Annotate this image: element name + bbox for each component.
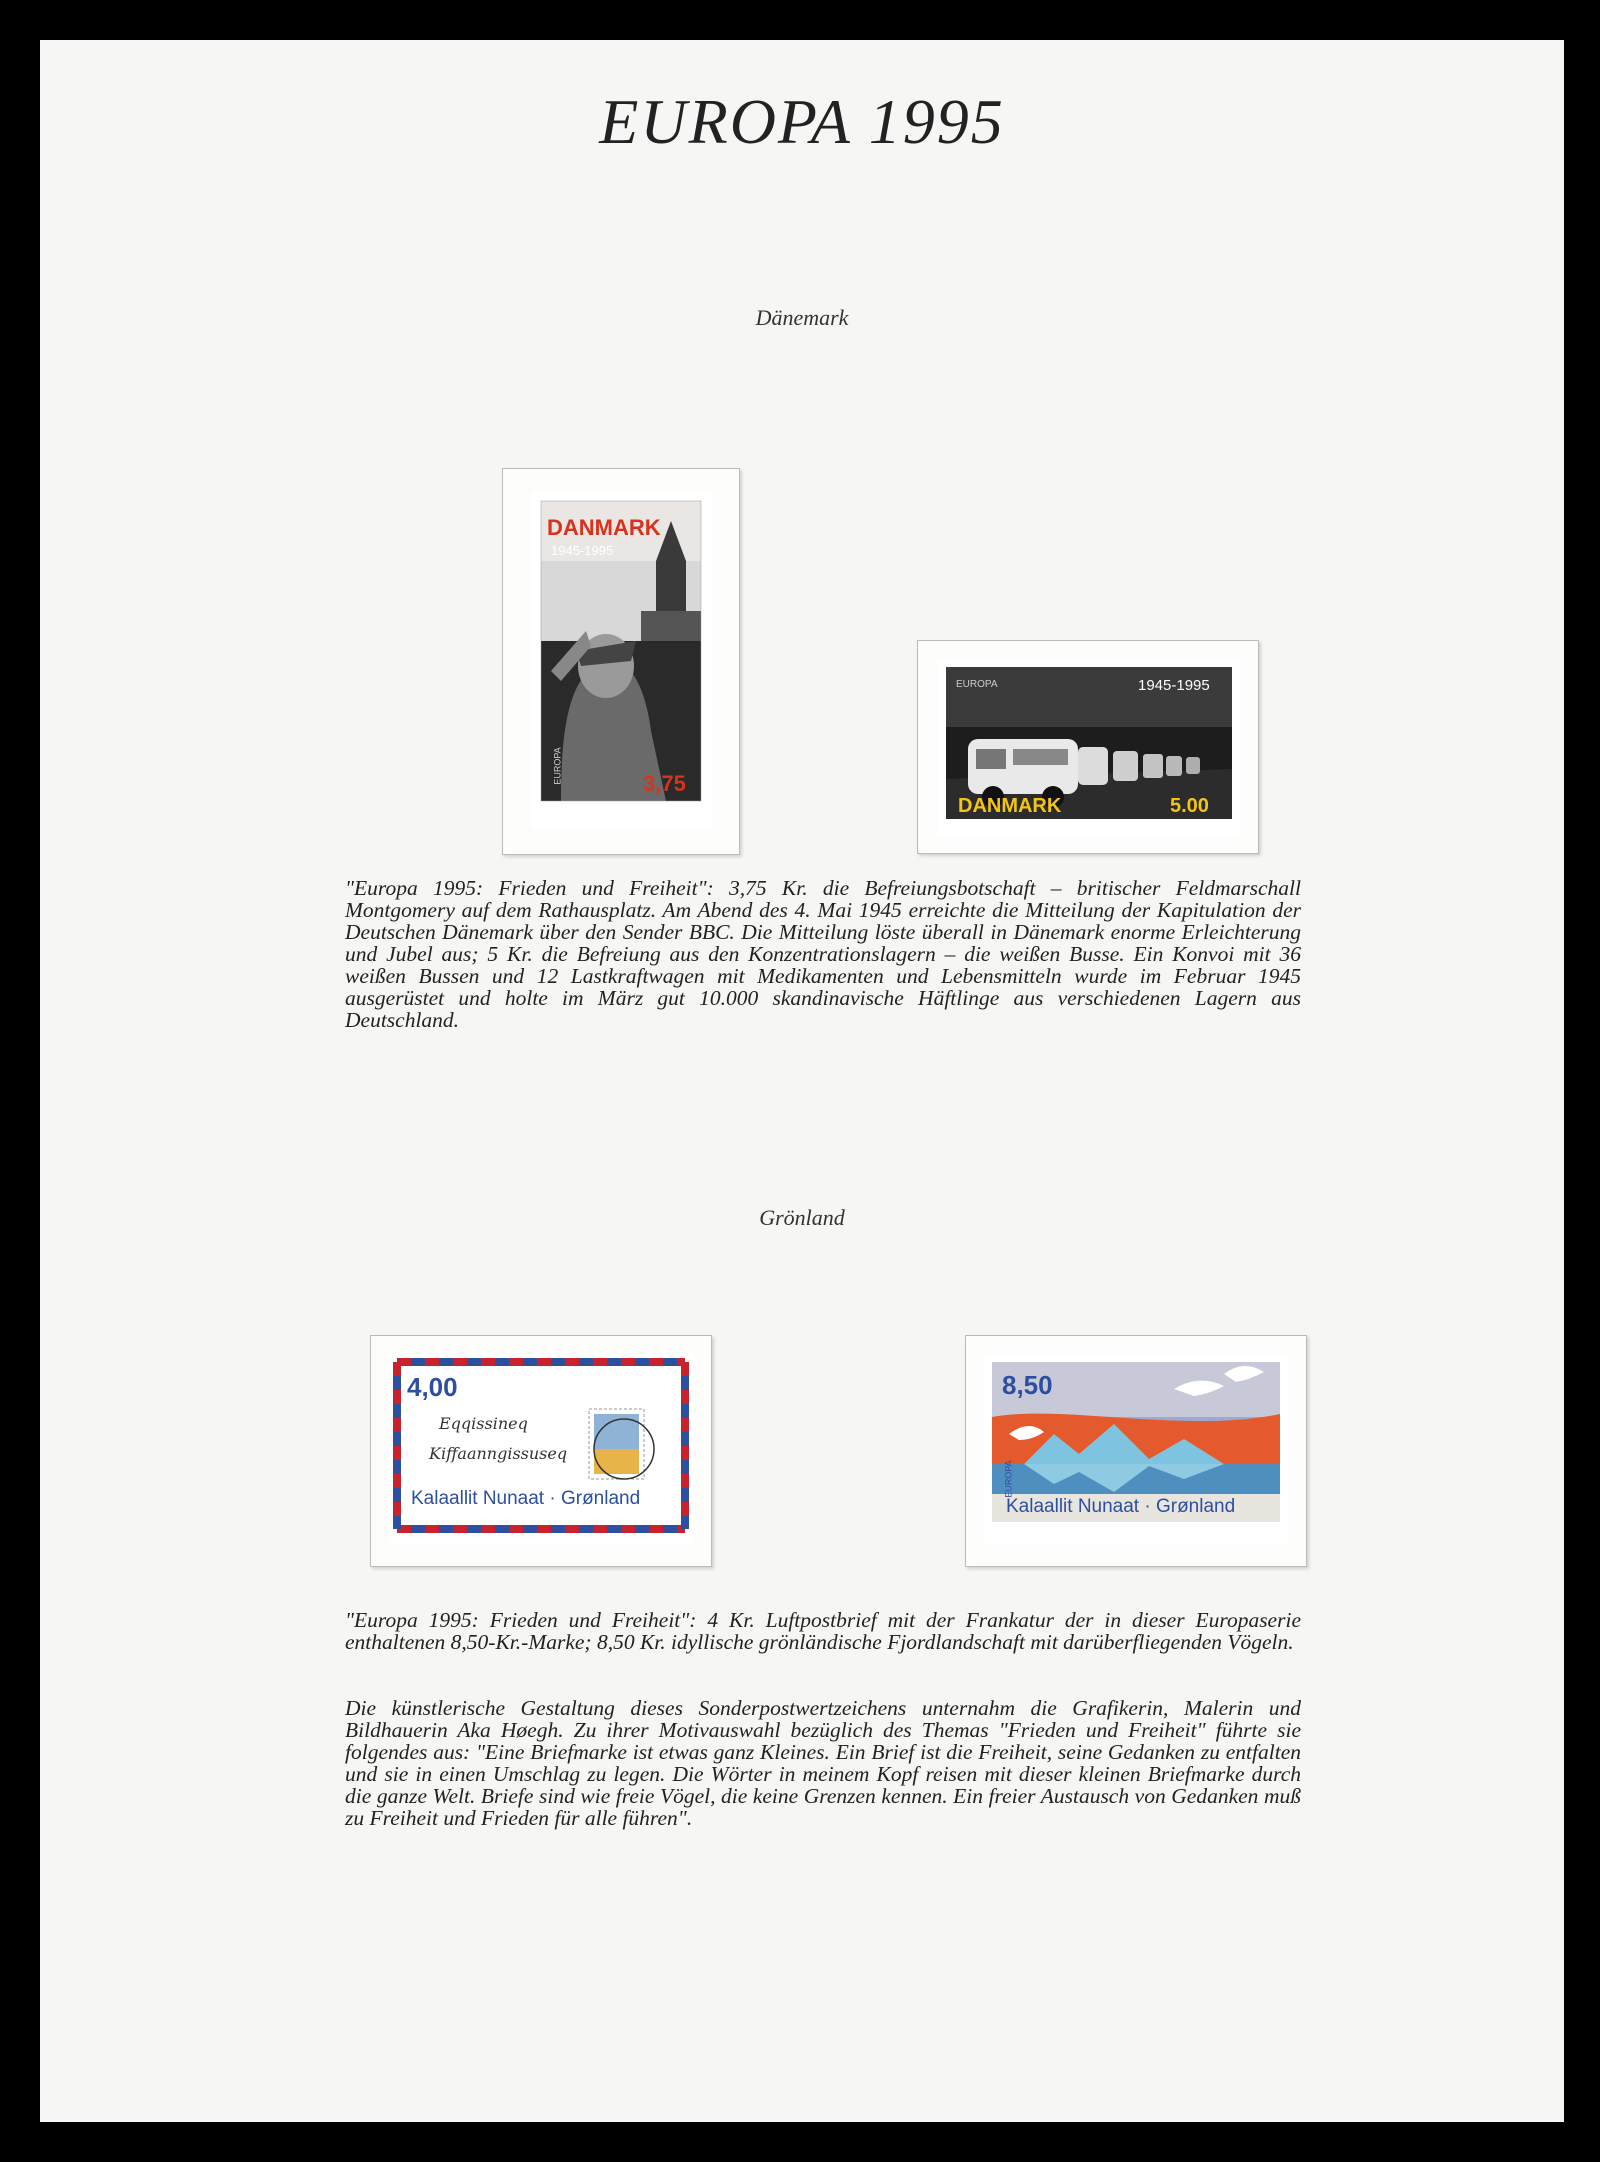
- stamp-dk-500-years: 1945-1995: [1138, 677, 1210, 694]
- stamp-mount-dk-500: [917, 640, 1259, 854]
- stamp-dk-375-years: 1945-1995: [551, 543, 614, 558]
- stamp-dk-375-value: 3,75: [643, 771, 686, 796]
- stamp-gl-850-value: 8,50: [1002, 1370, 1053, 1400]
- stamp-gl-400-country: Kalaallit Nunaat · Grønland: [411, 1488, 641, 1509]
- section-title-greenland: Grönland: [759, 1205, 845, 1230]
- stamp-mount-gl-850: [965, 1335, 1307, 1567]
- stamp-dk-500-country: DANMARK: [958, 795, 1062, 817]
- stamp-gl-400-value: 4,00: [407, 1372, 458, 1402]
- stamp-gl-850: [984, 1354, 1288, 1544]
- stamp-dk-375-europa: EUROPA: [552, 747, 563, 785]
- page-title: EUROPA 1995: [599, 86, 1005, 157]
- description-greenland-design: Die künstlerische Gestaltung dieses Sonderpostwertzeichens unternahm die Grafikerin, Malerin und Bildhauerin Aka Høegh. Zu ihrer Motivauswahl bezüglich des Themas "Frieden und Freiheit" führte sie folgendes aus: "Eine Briefmarke ist etwas ganz Kleines. Ein Brief ist die Freiheit, seine Gedanken zu entfalten und sie in einen Umschlag zu legen. Die Wörter in meinem Kopf reisen mit dieser kleinen Briefmarke durch die ganze Welt. Briefe sind wie freie Vögel, die keine Grenzen kennen. Ein freier Austausch von Gedanken muß zu Freiheit und Frieden für alle führen".: [345, 1696, 1301, 1830]
- stamp-gl-400-script1: Eqqissineq: [439, 1414, 528, 1433]
- stamp-gl-400-script2: Kiffaanngissuseq: [429, 1444, 568, 1463]
- stamp-dk-500-value: 5.00: [1170, 795, 1209, 817]
- stamp-dk-500-europa: EUROPA: [956, 679, 998, 690]
- stamp-gl-400: [389, 1354, 693, 1544]
- stamp-dk-375: [531, 491, 711, 829]
- album-page: [40, 40, 1564, 2122]
- stamp-mount-gl-400: [370, 1335, 712, 1567]
- description-denmark: "Europa 1995: Frieden und Freiheit": 3,75 Kr. die Befreiungsbotschaft – britischer Feldmarschall Montgomery auf dem Rathausplatz. Am Abend des 4. Mai 1945 erreichte die Mitteilung der Kapitulation der Deutschen Dänemark über den Sender BBC. Die Mitteilung löste überall in Dänemark enorme Erleichterung und Jubel aus; 5 Kr. die Befreiung aus den Konzentrationslagern – die weißen Busse. Ein Konvoi mit 36 weißen Bussen und 12 Lastkraftwagen mit Medikamenten und Lebensmitteln wurde im Februar 1945 ausgerüstet und holte im März gut 10.000 skandinavische Häftlinge aus verschiedenen Lagern aus Deutschland.: [345, 876, 1301, 1032]
- stamp-dk-500: [938, 659, 1240, 837]
- description-greenland: "Europa 1995: Frieden und Freiheit": 4 Kr. Luftpostbrief mit der Frankatur der in dieser Europaserie enthaltenen 8,50-Kr.-Marke; 8,50 Kr. idyllische grönländische Fjordlandschaft mit darüberfliegenden Vögeln.: [345, 1608, 1301, 1654]
- section-title-denmark: Dänemark: [755, 305, 849, 330]
- stamp-gl-850-europa: EUROPA: [1003, 1460, 1014, 1498]
- stamp-mount-dk-375: [502, 468, 740, 855]
- stamp-dk-375-country: DANMARK: [547, 515, 661, 540]
- stamp-gl-850-country: Kalaallit Nunaat · Grønland: [1006, 1496, 1236, 1517]
